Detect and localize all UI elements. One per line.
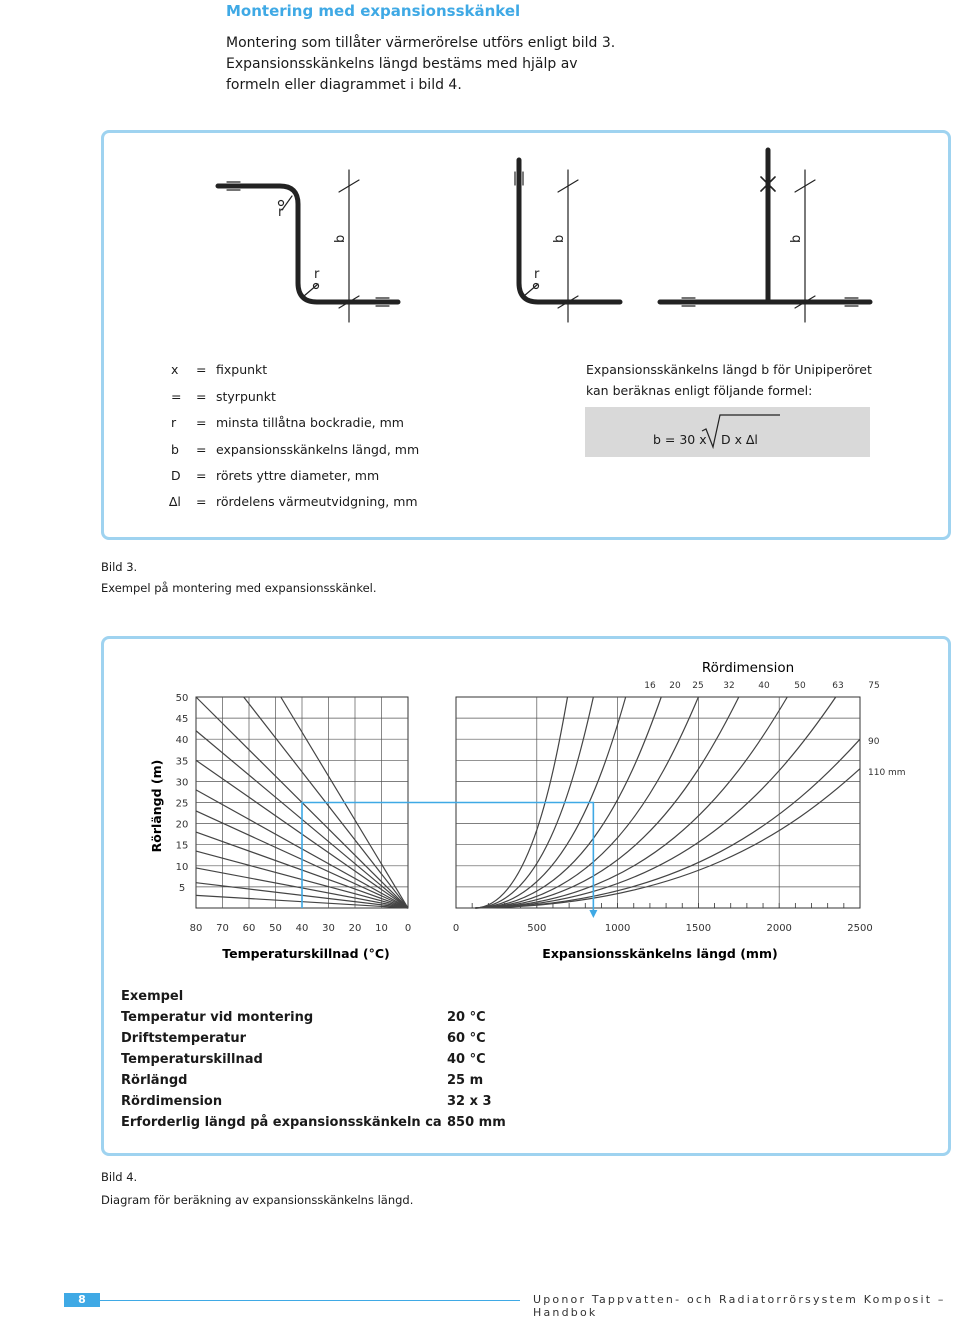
intro-line-1: Montering som tillåter värmerörelse utförs enligt bild 3. (226, 35, 616, 51)
legend-eq-6: = (196, 494, 207, 509)
right-x-tick: 1500 (685, 923, 712, 934)
label-r-2: r (314, 267, 320, 282)
example-value-3: 40 °C (447, 1052, 486, 1067)
example-value-5: 32 x 3 (447, 1094, 492, 1109)
example-value-2: 60 °C (447, 1031, 486, 1046)
y-tick: 30 (175, 777, 189, 789)
left-x-tick: 50 (269, 923, 282, 934)
right-x-tick: 2500 (847, 923, 873, 934)
dimension-label: 50 (794, 681, 806, 691)
label-r-3: r (534, 267, 540, 282)
expansion-leg-drawings (0, 0, 960, 540)
legend-eq-5: = (196, 468, 207, 483)
label-b-2: b (552, 234, 567, 243)
legend-eq-1: = (196, 362, 207, 377)
example-label-1: Temperatur vid montering (121, 1010, 314, 1025)
dimension-label: 75 (868, 681, 880, 691)
legend-sym-2: = (171, 389, 182, 404)
y-tick: 5 (178, 882, 186, 894)
left-x-tick: 80 (189, 923, 203, 934)
figure-3-caption-text: Exempel på montering med expansionsskänkel. (101, 581, 377, 595)
intro-line-2: Expansionsskänkelns längd bestäms med hjälp av (226, 56, 578, 72)
formula-intro-1: Expansionsskänkelns längd b för Unipiperöret (586, 362, 872, 377)
legend-text-5: rörets yttre diameter, mm (216, 468, 380, 483)
example-label-4: Rörlängd (121, 1073, 188, 1088)
footer-rule (100, 1300, 520, 1301)
legend-eq-4: = (196, 442, 207, 457)
y-tick: 50 (175, 693, 189, 704)
right-x-tick: 2000 (766, 923, 792, 934)
right-x-tick: 0 (452, 923, 460, 934)
legend-sym-1: x (171, 362, 179, 377)
left-x-tick: 70 (216, 923, 229, 934)
example-path-arrow (589, 910, 597, 918)
y-tick: 45 (175, 714, 189, 726)
y-tick: 20 (175, 819, 189, 831)
example-value-6: 850 mm (447, 1115, 506, 1130)
page-number: 8 (64, 1293, 100, 1307)
tick-labels (176, 681, 906, 934)
legend-text-3: minsta tillåtna bockradie, mm (216, 415, 404, 430)
example-label-3: Temperaturskillnad (121, 1052, 263, 1067)
dimension-label: 20 (669, 681, 681, 691)
legend-eq-2: = (196, 389, 207, 404)
chart-title: Rördimension (701, 660, 795, 676)
page-heading: Montering med expansionsskänkel (226, 2, 521, 20)
legend-sym-5: D (171, 468, 181, 483)
y-tick: 15 (175, 840, 189, 852)
dimension-label: 63 (832, 681, 844, 691)
dimension-label: 40 (758, 681, 770, 691)
formula-root: D x ∆l (721, 432, 758, 447)
y-tick: 10 (175, 861, 189, 873)
dimension-label: 16 (644, 681, 656, 691)
label-b-3: b (789, 234, 804, 243)
figure-4-caption-text: Diagram för beräkning av expansionsskänkelns längd. (101, 1193, 414, 1207)
label-b-1: b (333, 234, 348, 243)
example-label-2: Driftstemperatur (121, 1031, 247, 1046)
left-x-tick: 20 (348, 923, 362, 934)
legend-text-1: fixpunkt (216, 362, 268, 377)
left-x-tick: 40 (295, 923, 309, 934)
left-x-label: Temperaturskillnad (°C) (222, 946, 390, 961)
legend-text-2: styrpunkt (216, 389, 276, 404)
y-axis-label: Rörlängd (m) (149, 759, 164, 853)
intro-line-3: formeln eller diagrammet i bild 4. (226, 77, 462, 93)
label-r-1: r (278, 205, 284, 220)
expansion-chart (0, 640, 960, 980)
legend-sym-6: ∆l (169, 494, 181, 509)
figure-3-caption-title: Bild 3. (101, 560, 138, 574)
y-tick: 40 (175, 735, 189, 747)
example-heading: Exempel (121, 989, 184, 1004)
footer-text: Uponor Tappvatten- och Radiatorrörsystem Komposit – Handbok (533, 1293, 946, 1319)
dimension-label: 32 (723, 681, 735, 691)
right-x-tick: 500 (527, 923, 547, 934)
dimension-label: 25 (692, 681, 704, 691)
formula-intro-2: kan beräknas enligt följande formel: (586, 383, 813, 398)
left-x-tick: 60 (242, 923, 256, 934)
example-value-1: 20 °C (447, 1010, 486, 1025)
example-value-4: 25 m (447, 1073, 484, 1088)
y-tick: 35 (175, 756, 189, 768)
y-tick: 25 (175, 798, 189, 810)
example-label-6: Erforderlig längd på expansionsskänkeln ca (121, 1115, 442, 1130)
right-x-tick: 1000 (604, 923, 631, 934)
formula-left: b = 30 x (653, 432, 707, 447)
legend-text-6: rördelens värmeutvidgning, mm (216, 494, 418, 509)
dimension-label: 110 mm (868, 768, 906, 778)
example-label-5: Rördimension (121, 1094, 223, 1109)
legend-eq-3: = (196, 415, 207, 430)
left-x-tick: 30 (322, 923, 335, 934)
figure-4-caption-title: Bild 4. (101, 1170, 138, 1184)
legend-sym-3: r (171, 415, 177, 430)
left-x-tick: 0 (404, 923, 412, 934)
dimension-label: 90 (868, 737, 880, 747)
legend-text-4: expansionsskänkelns längd, mm (216, 442, 420, 457)
left-x-tick: 10 (375, 923, 388, 934)
right-x-label: Expansionsskänkelns längd (mm) (542, 946, 778, 961)
legend-sym-4: b (171, 442, 179, 457)
